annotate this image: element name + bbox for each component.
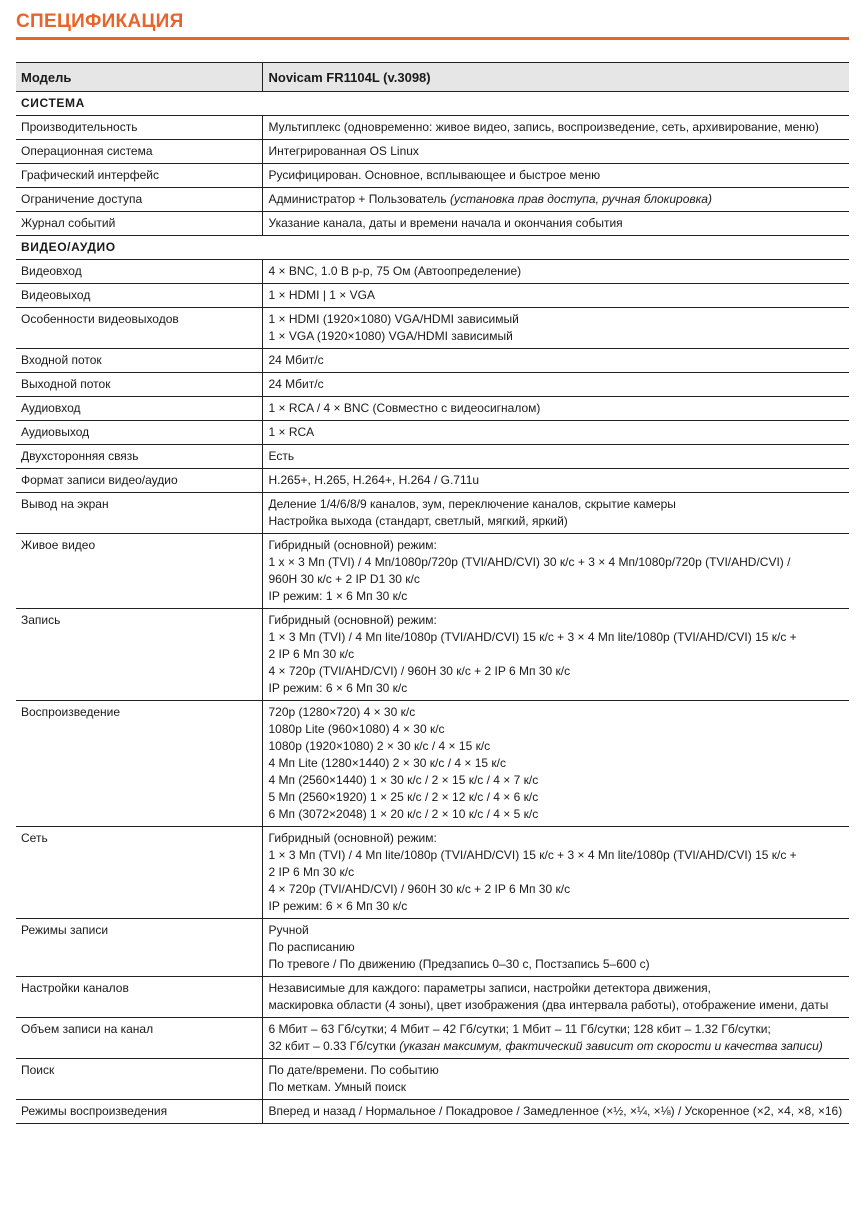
spec-value bbox=[262, 534, 849, 609]
table-row bbox=[16, 977, 849, 1018]
table-row bbox=[16, 493, 849, 534]
table-header-row bbox=[16, 63, 849, 92]
spec-value-line: 1 × 3 Мп (TVI) / 4 Мп lite/1080p (TVI/AHD/CVI) 15 к/с + 3 × 4 Мп lite/1080p (TVI/AHD/CVI) 15 к/с + bbox=[268, 848, 797, 862]
table-row bbox=[16, 116, 849, 140]
spec-label: Объем записи на канал bbox=[16, 1018, 262, 1059]
spec-value-line: 960H 30 к/с + 2 IP D1 30 к/с bbox=[268, 572, 420, 586]
spec-value bbox=[262, 116, 849, 140]
table-row bbox=[16, 1018, 849, 1059]
spec-value bbox=[262, 701, 849, 827]
spec-value-line: Русифицирован. Основное, всплывающее и быстрое меню bbox=[268, 168, 601, 182]
spec-value-line: Указание канала, даты и времени начала и окончания события bbox=[268, 216, 623, 230]
section-title: ВИДЕО/АУДИО bbox=[16, 236, 849, 260]
spec-value bbox=[262, 260, 849, 284]
spec-table bbox=[16, 62, 849, 1124]
spec-value-line: Независимые для каждого: параметры записи, настройки детектора движения, bbox=[268, 981, 712, 995]
section-row bbox=[16, 236, 849, 260]
table-row bbox=[16, 284, 849, 308]
table-row bbox=[16, 421, 849, 445]
spec-label: Живое видео bbox=[16, 534, 262, 609]
spec-value-line: Интегрированная OS Linux bbox=[268, 144, 419, 158]
spec-label: Видеовход bbox=[16, 260, 262, 284]
spec-value-line: 1 × HDMI (1920×1080) VGA/HDMI зависимый bbox=[268, 312, 519, 326]
spec-value bbox=[262, 493, 849, 534]
spec-value bbox=[262, 212, 849, 236]
table-row bbox=[16, 445, 849, 469]
spec-label: Входной поток bbox=[16, 349, 262, 373]
title-divider bbox=[16, 37, 849, 40]
spec-label: Видеовыход bbox=[16, 284, 262, 308]
spec-label: Аудиовыход bbox=[16, 421, 262, 445]
spec-value-line: маскировка области (4 зоны), цвет изображения (два интервала работы), отображение имени, даты bbox=[268, 998, 829, 1012]
spec-value-line: 1 × HDMI | 1 × VGA bbox=[268, 288, 375, 302]
spec-value-line: 6 Мбит – 63 Гб/сутки; 4 Мбит – 42 Гб/сутки; 1 Мбит – 11 Гб/сутки; 128 кбит – 1.32 Гб/сутки; bbox=[268, 1022, 771, 1036]
spec-label: Воспроизведение bbox=[16, 701, 262, 827]
spec-label: Операционная система bbox=[16, 140, 262, 164]
spec-value-line: По тревоге / По движению (Предзапись 0–30 с, Постзапись 5–600 с) bbox=[268, 957, 650, 971]
spec-label: Настройки каналов bbox=[16, 977, 262, 1018]
spec-value-line: Гибридный (основной) режим: bbox=[268, 538, 437, 552]
spec-value-line: 1 × 3 Мп (TVI) / 4 Мп lite/1080p (TVI/AHD/CVI) 15 к/с + 3 × 4 Мп lite/1080p (TVI/AHD/CVI) 15 к/с + bbox=[268, 630, 797, 644]
spec-label: Вывод на экран bbox=[16, 493, 262, 534]
spec-value-line: 24 Мбит/с bbox=[268, 377, 324, 391]
header-label: Модель bbox=[16, 63, 262, 92]
spec-label: Ограничение доступа bbox=[16, 188, 262, 212]
spec-page bbox=[16, 10, 849, 1124]
spec-value-line: Гибридный (основной) режим: bbox=[268, 831, 437, 845]
spec-value bbox=[262, 469, 849, 493]
spec-value-line: Мультиплекс (одновременно: живое видео, запись, воспроизведение, сеть, архивирование, меню) bbox=[268, 120, 819, 134]
spec-value-line: Ручной bbox=[268, 923, 309, 937]
spec-value-line: H.265+, H.265, H.264+, H.264 / G.711u bbox=[268, 473, 480, 487]
table-row bbox=[16, 397, 849, 421]
table-row bbox=[16, 534, 849, 609]
spec-value-line: 5 Мп (2560×1920) 1 × 25 к/с / 2 × 12 к/с / 4 × 6 к/с bbox=[268, 790, 539, 804]
spec-value-line: Гибридный (основной) режим: bbox=[268, 613, 437, 627]
spec-value bbox=[262, 1018, 849, 1059]
spec-value-line: 1 х × 3 Мп (TVI) / 4 Мп/1080p/720p (TVI/AHD/CVI) 30 к/с + 3 × 4 Мп/1080p/720p (TVI/AHD/CVI) / bbox=[268, 555, 791, 569]
spec-value-note: (указан максимум, фактический зависит от скорости и качества записи) bbox=[399, 1039, 823, 1053]
spec-value-note: (установка прав доступа, ручная блокировка) bbox=[449, 192, 712, 206]
spec-value-line: 2 IP 6 Мп 30 к/с bbox=[268, 865, 355, 879]
table-row bbox=[16, 827, 849, 919]
spec-value-line: IP режим: 6 × 6 Мп 30 к/с bbox=[268, 899, 408, 913]
spec-value-line: Вперед и назад / Нормальное / Покадровое / Замедленное (×½, ×¼, ×⅛) / Ускоренное (×2, ×4, ×8, ×16) bbox=[268, 1104, 843, 1118]
spec-value-line: 6 Мп (3072×2048) 1 × 20 к/с / 2 × 10 к/с / 4 × 5 к/с bbox=[268, 807, 539, 821]
spec-value-line: 720p (1280×720) 4 × 30 к/с bbox=[268, 705, 416, 719]
spec-value-line: 4 × 720p (TVI/AHD/CVI) / 960H 30 к/с + 2 IP 6 Мп 30 к/с bbox=[268, 664, 571, 678]
table-row bbox=[16, 140, 849, 164]
spec-value bbox=[262, 609, 849, 701]
spec-label: Режимы записи bbox=[16, 919, 262, 977]
spec-value-line: 1 × RCA bbox=[268, 425, 315, 439]
table-row bbox=[16, 469, 849, 493]
spec-value-line: По дате/времени. По событию bbox=[268, 1063, 439, 1077]
page-title: СПЕЦИФИКАЦИЯ bbox=[16, 11, 184, 32]
table-row bbox=[16, 260, 849, 284]
spec-value-line: 2 IP 6 Мп 30 к/с bbox=[268, 647, 355, 661]
table-row bbox=[16, 188, 849, 212]
table-row bbox=[16, 349, 849, 373]
spec-label: Режимы воспроизведения bbox=[16, 1100, 262, 1124]
spec-label: Поиск bbox=[16, 1059, 262, 1100]
spec-value-line: 4 × BNC, 1.0 B p-p, 75 Ом (Автоопределение) bbox=[268, 264, 522, 278]
spec-label: Запись bbox=[16, 609, 262, 701]
spec-value bbox=[262, 284, 849, 308]
spec-value-line: 1 × VGA (1920×1080) VGA/HDMI зависимый bbox=[268, 329, 513, 343]
spec-value-line: IP режим: 6 × 6 Мп 30 к/с bbox=[268, 681, 408, 695]
table-row bbox=[16, 609, 849, 701]
spec-value bbox=[262, 140, 849, 164]
spec-value-line: IP режим: 1 × 6 Мп 30 к/с bbox=[268, 589, 408, 603]
spec-label: Производительность bbox=[16, 116, 262, 140]
spec-value bbox=[262, 397, 849, 421]
spec-label: Журнал событий bbox=[16, 212, 262, 236]
table-row bbox=[16, 212, 849, 236]
spec-value bbox=[262, 164, 849, 188]
spec-value-line: 1 × RCA / 4 × BNC (Совместно с видеосигналом) bbox=[268, 401, 541, 415]
spec-value bbox=[262, 445, 849, 469]
spec-label: Двухсторонняя связь bbox=[16, 445, 262, 469]
spec-label: Сеть bbox=[16, 827, 262, 919]
spec-value bbox=[262, 349, 849, 373]
spec-value bbox=[262, 1100, 849, 1124]
table-row bbox=[16, 164, 849, 188]
spec-value bbox=[262, 977, 849, 1018]
spec-label: Особенности видеовыходов bbox=[16, 308, 262, 349]
spec-value-line: Настройка выхода (стандарт, светлый, мягкий, яркий) bbox=[268, 514, 568, 528]
spec-label: Формат записи видео/аудио bbox=[16, 469, 262, 493]
spec-value-line: Деление 1/4/6/8/9 каналов, зум, переключение каналов, скрытие камеры bbox=[268, 497, 676, 511]
spec-value bbox=[262, 308, 849, 349]
spec-label: Графический интерфейс bbox=[16, 164, 262, 188]
spec-value-line: 4 Мп (2560×1440) 1 × 30 к/с / 2 × 15 к/с / 4 × 7 к/с bbox=[268, 773, 539, 787]
header-model-value: Novicam FR1104L (v.3098) bbox=[262, 63, 849, 92]
spec-label: Выходной поток bbox=[16, 373, 262, 397]
spec-value-line: Администратор + Пользователь (установка прав доступа, ручная блокировка) bbox=[268, 192, 712, 206]
spec-value bbox=[262, 188, 849, 212]
section-title: СИСТЕМА bbox=[16, 92, 849, 116]
table-row bbox=[16, 701, 849, 827]
table-row bbox=[16, 1059, 849, 1100]
table-row bbox=[16, 373, 849, 397]
section-row bbox=[16, 92, 849, 116]
table-row bbox=[16, 919, 849, 977]
table-row bbox=[16, 1100, 849, 1124]
spec-value bbox=[262, 373, 849, 397]
spec-value-line: 4 Мп Lite (1280×1440) 2 × 30 к/с / 4 × 15 к/с bbox=[268, 756, 506, 770]
spec-value bbox=[262, 1059, 849, 1100]
spec-value-line: 1080p (1920×1080) 2 × 30 к/с / 4 × 15 к/с bbox=[268, 739, 491, 753]
spec-table-body bbox=[16, 63, 849, 1124]
spec-value bbox=[262, 827, 849, 919]
spec-label: Аудиовход bbox=[16, 397, 262, 421]
spec-value-line: По расписанию bbox=[268, 940, 355, 954]
spec-value-line: По меткам. Умный поиск bbox=[268, 1080, 407, 1094]
spec-value bbox=[262, 421, 849, 445]
spec-value-line: 24 Мбит/с bbox=[268, 353, 324, 367]
spec-value bbox=[262, 919, 849, 977]
spec-value-line: 4 × 720p (TVI/AHD/CVI) / 960H 30 к/с + 2 IP 6 Мп 30 к/с bbox=[268, 882, 571, 896]
spec-value-line: 1080p Lite (960×1080) 4 × 30 к/с bbox=[268, 722, 445, 736]
spec-value-line: Есть bbox=[268, 449, 295, 463]
spec-value-line: 32 кбит – 0.33 Гб/сутки (указан максимум, фактический зависит от скорости и качества записи) bbox=[268, 1039, 823, 1053]
table-row bbox=[16, 308, 849, 349]
